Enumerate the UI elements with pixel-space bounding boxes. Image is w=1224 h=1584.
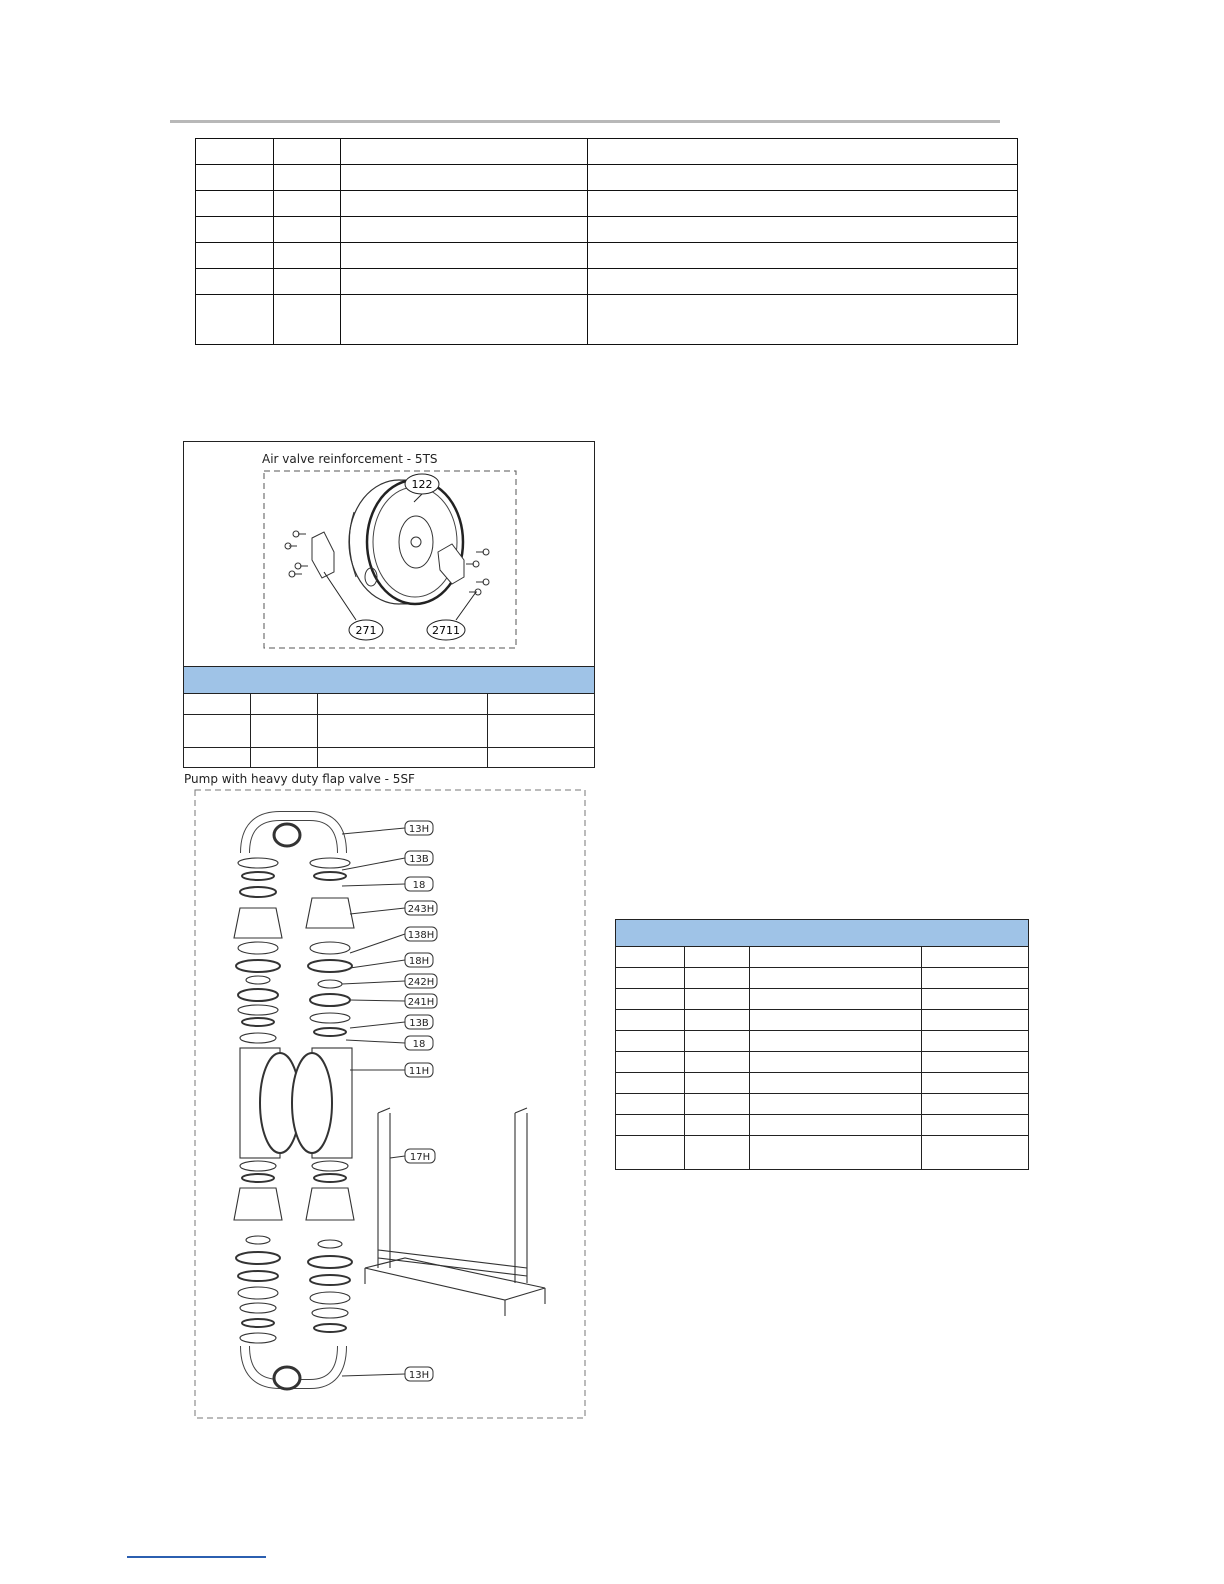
table-row: [616, 947, 1029, 968]
parts-table-top: [195, 138, 1018, 345]
table-row: [196, 243, 1018, 269]
callout-label: 18: [412, 880, 426, 891]
callout-2711: 2711: [432, 624, 460, 637]
callout-label: 13B: [409, 1018, 429, 1029]
callout-271: 271: [355, 624, 377, 637]
table-row: [616, 1136, 1029, 1170]
table-row: [196, 165, 1018, 191]
air-valve-title: Air valve reinforcement - 5TS: [262, 452, 438, 466]
flap-valve-parts-table: [615, 919, 1029, 1170]
callout-label: 13H: [408, 1370, 430, 1381]
callout-label: 13H: [408, 824, 430, 835]
flap-valve-title: Pump with heavy duty flap valve - 5SF: [184, 772, 415, 786]
table-row: [196, 269, 1018, 295]
table-row: [616, 1031, 1029, 1052]
table-row: [616, 1010, 1029, 1031]
callout-122: 122: [411, 478, 433, 491]
callout-label: 242H: [407, 977, 435, 988]
callout-label: 241H: [407, 997, 435, 1008]
table-row: [616, 1115, 1029, 1136]
callout-label: 18H: [408, 956, 430, 967]
header-rule: [170, 120, 1000, 123]
table-row: [184, 694, 595, 715]
table-row: [196, 139, 1018, 165]
callout-label: 138H: [407, 930, 435, 941]
table-row: [616, 1073, 1029, 1094]
table-row: [616, 1052, 1029, 1073]
table-row: [616, 968, 1029, 989]
callout-label: 13B: [409, 854, 429, 865]
callout-label: 17H: [409, 1152, 431, 1163]
air-valve-figure: [183, 441, 595, 668]
air-valve-drawing: [184, 442, 594, 667]
callout-label: 11H: [408, 1066, 430, 1077]
table-row: [184, 715, 595, 748]
table-header: [184, 667, 595, 694]
table-row: [196, 217, 1018, 243]
callout-label: 18: [412, 1039, 426, 1050]
table-header: [616, 920, 1029, 947]
callout-label: 243H: [407, 904, 435, 915]
table-row: [184, 748, 595, 768]
table-row: [616, 1094, 1029, 1115]
table-row: [196, 295, 1018, 345]
flap-valve-drawing: [190, 788, 590, 1422]
table-row: [616, 989, 1029, 1010]
table-row: [196, 191, 1018, 217]
footer-link-rule: [127, 1556, 266, 1558]
air-valve-parts-table: [183, 666, 595, 768]
